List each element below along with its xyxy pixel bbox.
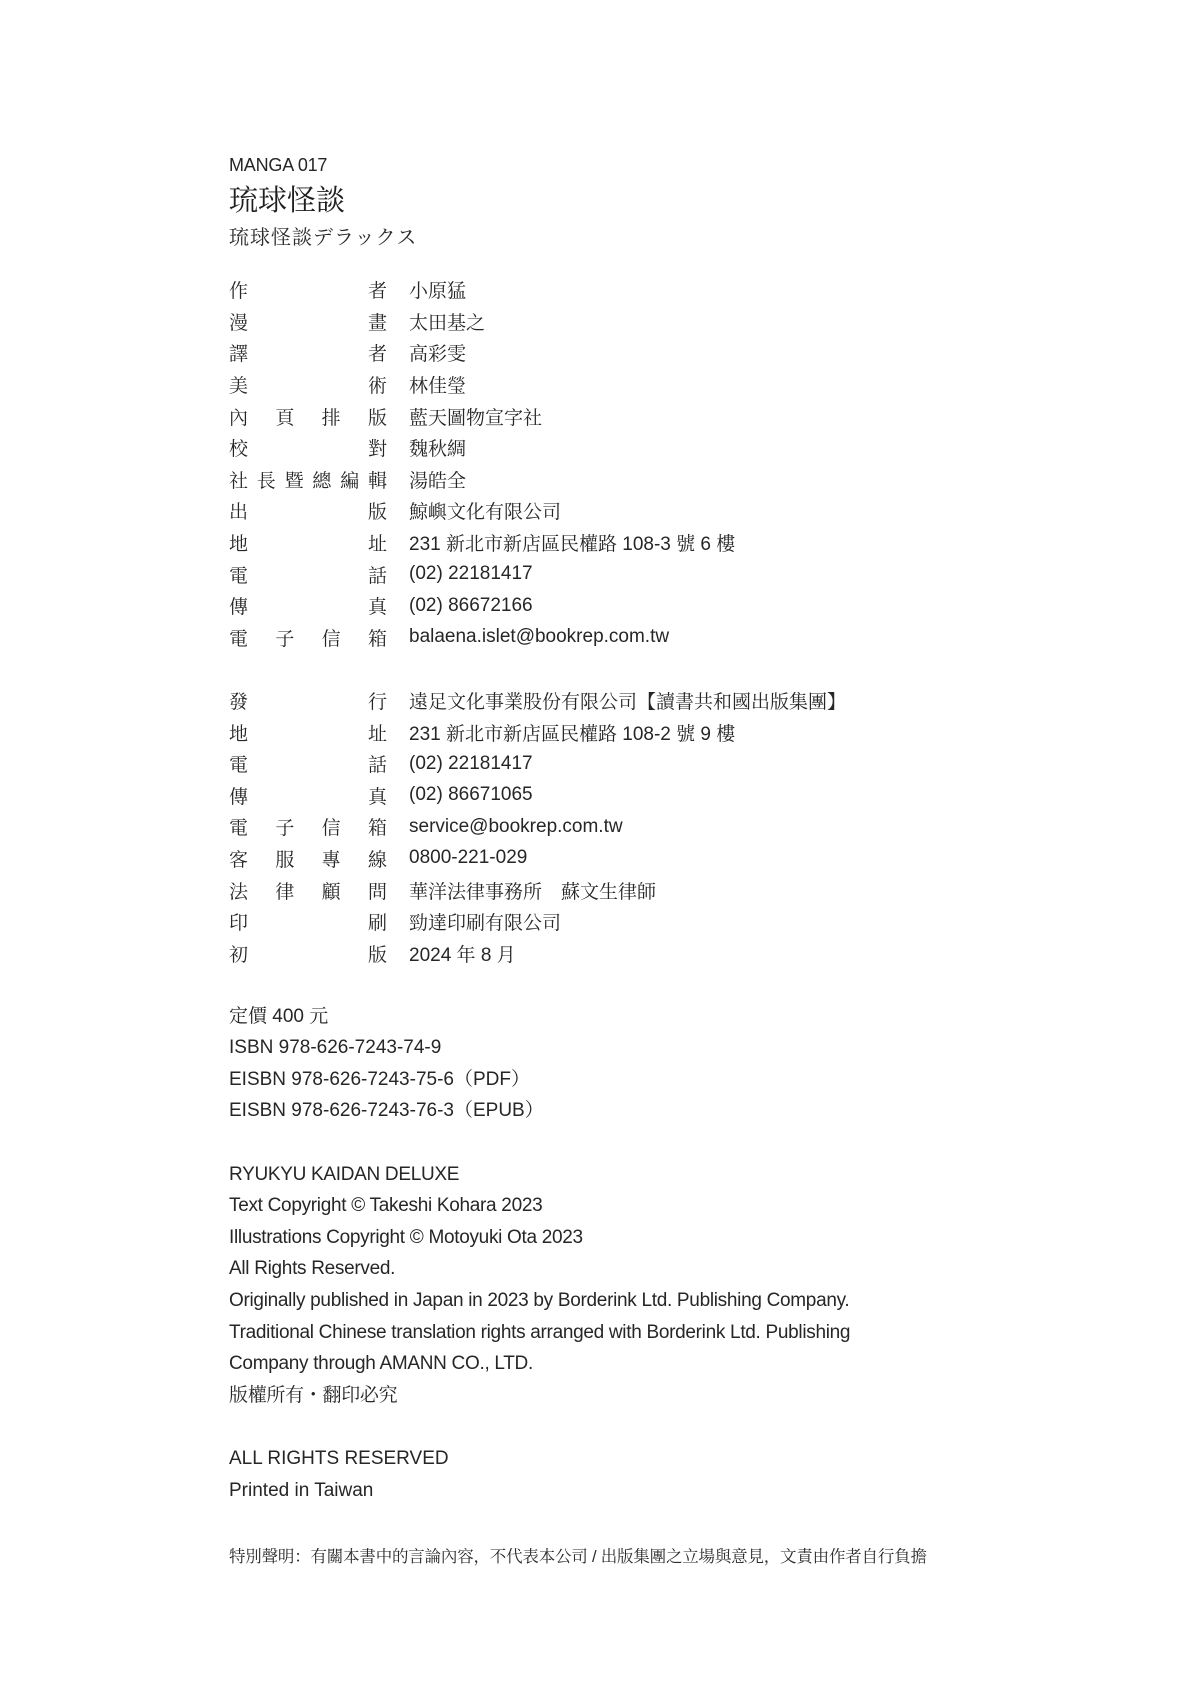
credit-label [229, 940, 387, 967]
credit-row [229, 780, 1129, 812]
credit-row [229, 685, 1129, 717]
credit-label-char: 版 [368, 502, 388, 524]
credit-label [229, 750, 387, 777]
credit-label-char: 專 [321, 849, 341, 871]
credit-value: 231 新北市新店區民權路 108-3 號 6 樓 [409, 534, 736, 556]
credit-label-char: 真 [368, 597, 388, 619]
credit-row [229, 590, 1129, 622]
credit-row [229, 400, 1129, 432]
credit-label-char: 對 [368, 439, 388, 461]
credit-label-char: 長 [256, 470, 276, 492]
credit-label-char: 址 [368, 723, 388, 745]
credit-value: (02) 86671065 [409, 784, 533, 806]
text-copyright: Text Copyright © Takeshi Kohara 2023 [229, 1195, 543, 1217]
credit-label-char: 校 [229, 439, 249, 461]
credit-value: 高彩雯 [409, 344, 467, 366]
credit-label [229, 466, 387, 493]
translation-rights-line-1: Traditional Chinese translation rights arranged with Borderink Ltd. Publishing [229, 1321, 851, 1343]
credit-value: balaena.islet@bookrep.com.tw [409, 626, 670, 648]
credit-label-char: 線 [367, 849, 387, 871]
credit-row [229, 622, 1129, 654]
credit-row [229, 495, 1129, 527]
credit-label-char: 暨 [284, 470, 304, 492]
credit-row [229, 274, 1129, 306]
credit-label-char: 譯 [229, 344, 249, 366]
credit-row [229, 464, 1129, 496]
credit-label [229, 561, 387, 588]
credit-value: service@bookrep.com.tw [409, 815, 623, 837]
credit-label-char: 服 [275, 849, 295, 871]
credit-label-char: 話 [368, 755, 388, 777]
all-rights-reserved-line: All Rights Reserved. [229, 1258, 396, 1280]
credit-label-char: 排 [321, 407, 341, 429]
credit-label-char: 地 [229, 723, 249, 745]
credit-label [229, 497, 387, 524]
credit-value: 藍天圖物宣字社 [409, 407, 543, 429]
credit-label [229, 813, 387, 840]
credit-value: 小原猛 [409, 281, 467, 303]
credit-label-char: 發 [229, 692, 249, 714]
credit-label-char: 美 [229, 376, 249, 398]
credit-label [229, 371, 387, 398]
credit-label-char: 信 [321, 628, 341, 650]
credit-label [229, 308, 387, 335]
credit-value: 231 新北市新店區民權路 108-2 號 9 樓 [409, 723, 736, 745]
credit-label-char: 子 [275, 628, 295, 650]
credit-label [229, 403, 387, 430]
credit-label [229, 877, 387, 904]
credit-label-char: 刷 [368, 913, 388, 935]
eisbn-epub: EISBN 978-626-7243-76-3（EPUB） [229, 1100, 544, 1122]
credit-label-char: 電 [229, 628, 249, 650]
copyright-block [229, 1159, 1129, 1412]
credit-label-char: 內 [229, 407, 249, 429]
credit-value: 林佳瑩 [409, 376, 467, 398]
colophon-page [229, 152, 1129, 1570]
series-number: MANGA 017 [229, 155, 328, 175]
credit-label-char: 者 [368, 344, 388, 366]
credit-value: 華洋法律事務所 蘇文生律師 [409, 881, 657, 903]
credit-label-char: 電 [229, 755, 249, 777]
credit-label-char: 電 [229, 565, 249, 587]
credit-value: 勁達印刷有限公司 [409, 913, 562, 935]
credit-value: (02) 22181417 [409, 563, 533, 585]
credit-label-char: 電 [229, 818, 249, 840]
credit-label [229, 276, 387, 303]
credit-row [229, 432, 1129, 464]
credit-row [229, 811, 1129, 843]
credit-label-char: 箱 [367, 628, 387, 650]
credit-label [229, 782, 387, 809]
pricing-block [229, 1001, 1129, 1127]
all-rights-reserved: ALL RIGHTS RESERVED [229, 1447, 449, 1469]
credit-label-char: 傳 [229, 786, 249, 808]
credit-label-char: 版 [368, 944, 388, 966]
credit-label-char: 初 [229, 944, 249, 966]
disclaimer: 特別聲明：有關本書中的言論內容，不代表本公司 / 出版集團之立場與意見，文責由作者自行負擔 [229, 1548, 927, 1567]
credit-label-char: 話 [368, 565, 388, 587]
credit-label-char: 顧 [321, 881, 341, 903]
credit-label-char: 編 [340, 470, 360, 492]
book-subtitle: 琉球怪談デラックス [229, 225, 418, 249]
credit-row [229, 748, 1129, 780]
section-gap [229, 653, 1129, 685]
translation-rights-line-2: Company through AMANN CO., LTD. [229, 1353, 533, 1375]
credit-label-char: 者 [368, 281, 388, 303]
credit-label-char: 總 [312, 470, 332, 492]
credit-label-char: 術 [368, 376, 388, 398]
printed-in: Printed in Taiwan [229, 1479, 374, 1501]
credit-value: (02) 22181417 [409, 752, 533, 774]
credit-label-char: 子 [275, 818, 295, 840]
credit-label [229, 719, 387, 746]
original-title-en: RYUKYU KAIDAN DELUXE [229, 1163, 460, 1185]
rights-block [229, 1443, 1129, 1506]
credit-value: 太田基之 [409, 312, 486, 334]
isbn: ISBN 978-626-7243-74-9 [229, 1037, 442, 1059]
credit-label-char: 畫 [368, 312, 388, 334]
publisher-credits [229, 274, 1129, 653]
credit-label-char: 法 [229, 881, 249, 903]
credit-label-char: 出 [229, 502, 249, 524]
credit-value: 魏秋綢 [409, 439, 467, 461]
credit-row [229, 937, 1129, 969]
distributor-credits [229, 685, 1129, 969]
credit-label-char: 社 [229, 470, 249, 492]
credit-row [229, 843, 1129, 875]
credit-label [229, 845, 387, 872]
credit-label-char: 輯 [367, 470, 387, 492]
credit-label-char: 信 [321, 818, 341, 840]
credit-label [229, 592, 387, 619]
credit-row [229, 369, 1129, 401]
credit-label [229, 624, 387, 651]
credit-label-char: 地 [229, 534, 249, 556]
credit-row [229, 558, 1129, 590]
credit-label-char: 印 [229, 913, 249, 935]
credit-label [229, 908, 387, 935]
credit-label-char: 版 [367, 407, 387, 429]
credit-label-char: 真 [368, 786, 388, 808]
credit-row [229, 527, 1129, 559]
original-publication: Originally published in Japan in 2023 by Borderink Ltd. Publishing Company. [229, 1290, 850, 1311]
credit-value: 遠足文化事業股份有限公司【讀書共和國出版集團】 [409, 692, 847, 714]
credit-label-char: 箱 [367, 818, 387, 840]
credit-label-char: 漫 [229, 312, 249, 334]
credit-label-char: 問 [367, 881, 387, 903]
credit-value: 鯨嶼文化有限公司 [409, 502, 562, 524]
credit-label [229, 434, 387, 461]
price: 定價 400 元 [229, 1005, 329, 1027]
credit-label [229, 687, 387, 714]
illustrations-copyright: Illustrations Copyright © Motoyuki Ota 2023 [229, 1226, 583, 1248]
credit-label [229, 529, 387, 556]
credit-label-char: 作 [229, 281, 249, 303]
credit-label-char: 頁 [275, 407, 295, 429]
credit-label-char: 傳 [229, 597, 249, 619]
book-title: 琉球怪談 [229, 183, 346, 217]
credit-label-char: 客 [229, 849, 249, 871]
credit-row [229, 337, 1129, 369]
credit-label-char: 行 [368, 692, 388, 714]
credit-row [229, 716, 1129, 748]
credit-value: 0800-221-029 [409, 847, 528, 869]
credit-row [229, 306, 1129, 338]
credit-value: (02) 86672166 [409, 594, 533, 616]
credit-value: 2024 年 8 月 [409, 944, 516, 966]
copyright-notice-zh: 版權所有・翻印必究 [229, 1384, 398, 1406]
credit-value: 湯皓全 [409, 470, 467, 492]
credit-label [229, 339, 387, 366]
credit-label-char: 址 [368, 534, 388, 556]
eisbn-pdf: EISBN 978-626-7243-75-6（PDF） [229, 1068, 530, 1090]
credit-row [229, 874, 1129, 906]
credit-label-char: 律 [275, 881, 295, 903]
credit-row [229, 906, 1129, 938]
